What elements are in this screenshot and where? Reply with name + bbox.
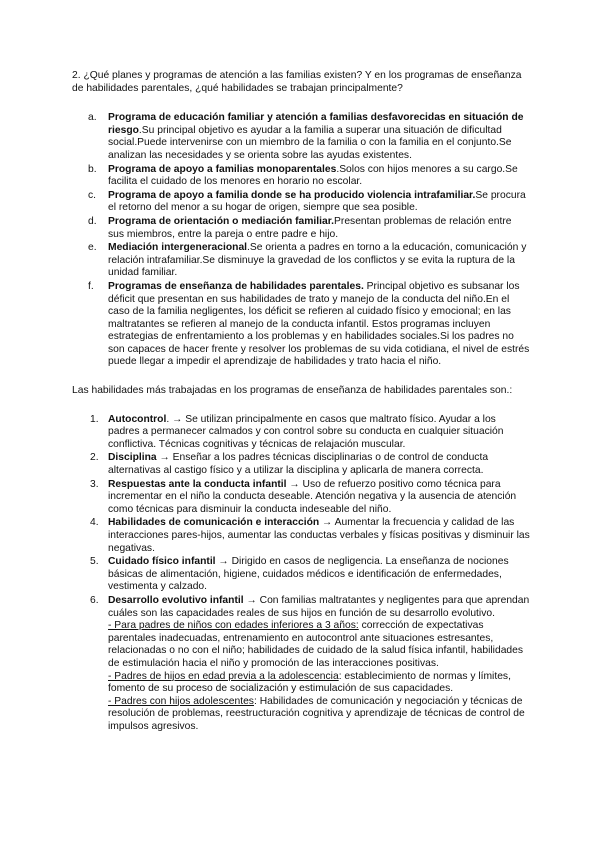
program-title: Programa de apoyo a familias monoparentales <box>108 163 337 175</box>
list-item: e. Mediación intergeneracional.Se orienta a padres en torno a la educación, comunicación y relación intrafamiliar.Se disminuye la gravedad de los conflictos y se evita la ruptura de la unidad familiar. <box>88 242 527 279</box>
list-item: a. Programa de educación familiar y atención a familias desfavorecidas en situación de riesgo.Su principal objetivo es ayudar a la familia a superar una situación de dificultad social.Puede intervenirse con un miembro de la familia o con la familia en el conjunto.Se analizan las necesidades y se orienta sobre las ayudas existentes. <box>88 112 524 161</box>
program-title: Programa de orientación o mediación familiar. <box>108 215 335 227</box>
list-item: 2. Disciplina → Enseñar a los padres técnicas disciplinarias o de control de conducta alternativas al castigo físico y a utilizar la disciplina y aplicarla de manera correcta. <box>90 452 489 477</box>
skill-title: Habilidades de comunicación e interacción <box>108 517 320 529</box>
program-title: Programa de apoyo a familia donde se ha producido violencia intrafamiliar. <box>108 189 476 201</box>
list-item: 3. Respuestas ante la conducta infantil → Uso de refuerzo positivo como técnica para incrementar en el niño la conducta deseable. Atención negativa y la ausencia de atención como técnicas para disminuir la conducta indeseable del niño. <box>90 478 517 515</box>
skill-title: Cuidado físico infantil <box>108 556 216 568</box>
age-group-preadolescent: - Padres de hijos en edad previa a la adolescencia: establecimiento de normas y límites, fomento de su proceso de socialización y estimulación de sus capacidades. <box>108 670 511 695</box>
list-item: 5. Cuidado físico infantil → Dirigido en casos de negligencia. La enseñanza de nociones básicas de alimentación, higiene, cuidados médicos e identificación de enfermedades, vestimenta y calzado. <box>90 556 509 593</box>
skills-intro: Las habilidades más trabajadas en los programas de enseñanza de habilidades parentales son.: <box>72 385 513 397</box>
skill-title: Respuestas ante la conducta infantil <box>108 478 287 490</box>
list-item: 4. Habilidades de comunicación e interacción → Aumentar la frecuencia y calidad de las interacciones pares-hijos, aumentar las conductas verbales y físicas positivas y disminuir las negativas. <box>90 517 530 554</box>
skill-title: Desarrollo evolutivo infantil <box>108 594 244 606</box>
list-item: f. Programas de enseñanza de habilidades parentales. Principal objetivo es subsanar los déficit que presentan en sus habilidades de trato y manejo de la conducta del niño.En el caso de la familia negligentes, los déficit se refieren al cuidado físico y emocional; en las maltratantes se refieren al manejo de la conducta infantil. Estos programas incluyen estrategias de enfrentamiento a los problemas y en habilidades sociales.Si los padres no son capaces de hacer frente y resolver los problemas de su vida cotidiana, el nivel de estrés puede llegar a impedir el aprendizaje de habilidades y trato hacia el niño. <box>88 280 530 368</box>
skill-title: Autocontrol <box>108 413 167 425</box>
skills-list <box>72 414 530 734</box>
list-item: 6. Desarrollo evolutivo infantil → Con familias maltratantes y negligentes para que aprendan cuáles son las capacidades reales de sus hijos en función de su desarrollo evolutivo. - Para padres de niños con edades inferiores a 3 años: corrección de expectativas parentales inadecuadas, entrenamiento en autocontrol ante situaciones estresantes, relacionadas o no con el niño; habilidades de cuidado de la salud física infantil, habilidades de estimulación hacia el niño y promoción de las interacciones positivas. - Padres de hijos en edad previa a la adolescencia: establecimiento de normas y límites, fomento de su proceso de socialización y estimulación de sus capacidades. - Padres con hijos adolescentes: Habilidades de comunicación y negociación y técnicas de resolución de problemas, reestructuración cognitiva y aprendizaje de técnicas de control de impulsos agresivos. <box>90 594 530 732</box>
document-body <box>72 70 530 735</box>
list-item: 1. Autocontrol. → Se utilizan principalmente en casos que maltrato físico. Ayudar a los padres a permanecer calmados y con control sobre su conducta en cualquier situación conflictiva. Técnicas cognitivas y técnicas de relajación muscular. <box>90 413 504 450</box>
program-title: Programa de educación familiar y atención a familias desfavorecidas en situación de riesgo <box>108 112 524 136</box>
skill-title: Disciplina <box>108 452 157 464</box>
question-heading: 2. ¿Qué planes y programas de atención a las familias existen? Y en los programas de enseñanza de habilidades parentales, ¿qué habilidades se trabajan principalmente? <box>72 70 522 94</box>
program-title: Mediación intergeneracional <box>108 242 248 254</box>
age-group-infants: - Para padres de niños con edades inferiores a 3 años: corrección de expectativas parentales inadecuadas, entrenamiento en autocontrol ante situaciones estresantes, relacionadas o no con el niño; habilidades de cuidado de la salud física infantil, habilidades de estimulación hacia el niño y promoción de las interacciones positivas. <box>108 620 524 669</box>
programs-list <box>72 112 530 369</box>
list-item: c. Programa de apoyo a familia donde se ha producido violencia intrafamiliar.Se procura el retorno del menor a su hogar de origen, siempre que sea posible. <box>88 189 526 214</box>
program-title: Programas de enseñanza de habilidades parentales. <box>108 280 364 292</box>
age-group-adolescent: - Padres con hijos adolescentes: Habilidades de comunicación y negociación y técnicas de resolución de problemas, reestructuración cognitiva y aprendizaje de técnicas de control de impulsos agresivos. <box>108 695 525 732</box>
list-item: b. Programa de apoyo a familias monoparentales.Solos con hijos menores a su cargo.Se facilita el cuidado de los menores en horario no escolar. <box>88 163 518 188</box>
list-item: d. Programa de orientación o mediación familiar.Presentan problemas de relación entre sus miembros, entre la pareja o entre padre e hijo. <box>88 215 512 240</box>
